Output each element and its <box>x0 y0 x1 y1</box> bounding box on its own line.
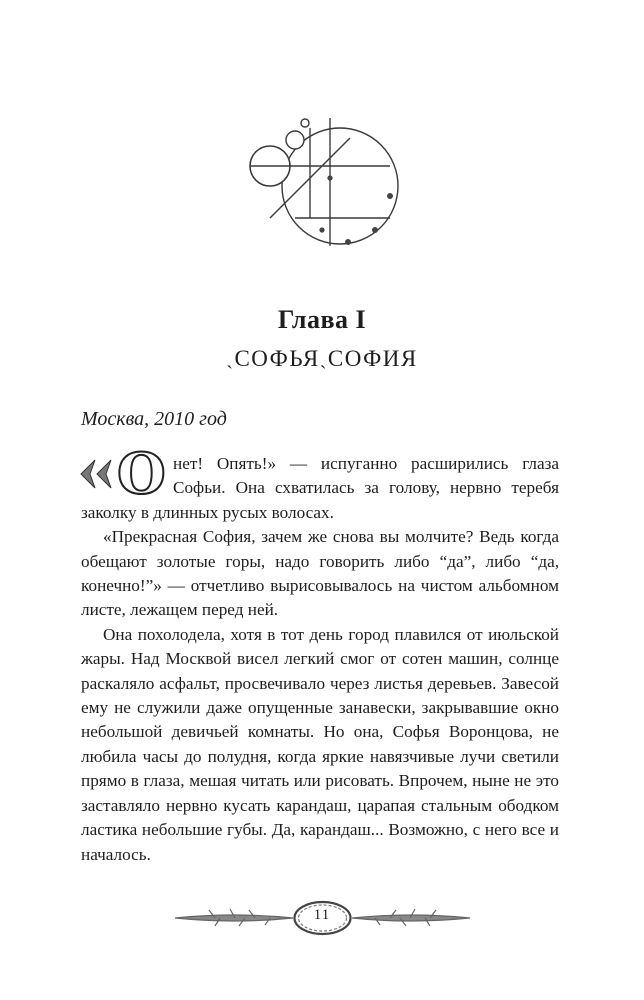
body-text <box>81 441 559 867</box>
moon-sun-emblem-icon <box>240 118 410 248</box>
chapter-title-left: СОФЬЯ <box>234 346 320 371</box>
tilde-ornament-icon: ˏ <box>319 347 328 369</box>
tilde-ornament-icon: ˎ <box>226 347 235 369</box>
dropcap-letter: О <box>117 441 166 507</box>
dropcap-block <box>81 441 169 507</box>
guillemet-ornament-icon <box>77 454 117 494</box>
place-date: Москва, 2010 год <box>81 408 227 430</box>
chapter-title-right: СОФИЯ <box>327 346 418 371</box>
paragraph-1 <box>81 441 559 525</box>
chapter-title <box>0 346 644 372</box>
paragraph-3: Она похолодела, хотя в тот день город плавился от июльской жары. Над Москвой висел легкий смог от сотен машин, солнце раскаляло асфальт, просвечивало через листья деревьев. Завесой ему не служили даже опущенные занавески, закрывавшие окно небольшой девичьей комнаты. Но она, Софья Воронцова, не любила часы до полудня, когда яркие навязчивые лучи светили прямо в глаза, мешая читать или рисовать. Впрочем, ныне не это заставляло нервно кусать карандаш, царапая стальным ободком ластика небольшие губы. Да, карандаш... Возможно, с него все и началось. <box>81 624 559 864</box>
page-number: 11 <box>313 907 331 923</box>
paragraph-1-text: нет! Опять!» — испуганно расширились глаза Софьи. Она схватилась за голову, нервно теребя заколку в длинных русых волосах. <box>81 454 559 522</box>
chapter-label: Глава I <box>277 305 367 334</box>
paragraph-2: «Прекрасная София, зачем же снова вы молчите? Ведь когда обещают золотые горы, надо говорить либо “да”, либо “да, конечно!”» — отчетливо вырисовывалось на чистом альбомном листе, лежащем перед ней. <box>81 527 559 620</box>
